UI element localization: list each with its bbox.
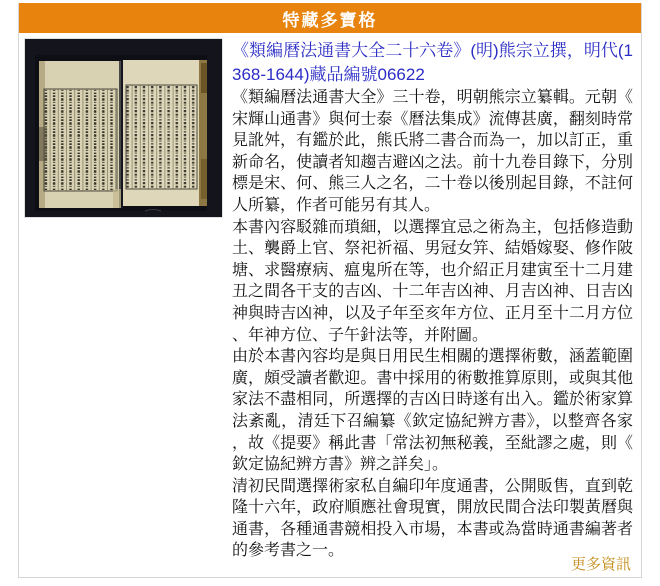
artifact-title: 《類編曆法通書大全二十六卷》(明)熊宗立撰，明代(1368-1644)藏品編號06622 (232, 41, 633, 84)
artifact-paragraph-4: 清初民間選擇術家私自編印年度通書，公開販售，直到乾隆十六年，政府順應社會現實，開放民間合法印製黃曆與通書，各種通書競相投入市場，本書或為當時通書編著者的參考書之一。 (232, 477, 633, 560)
content-box (18, 3, 642, 578)
artifact-text-column (232, 39, 633, 562)
artifact-paragraph-3: 由於本書內容均是與日用民生相關的選擇術數，涵蓋範圍廣，頗受讀者歡迎。書中採用的術數推算原則，或與其他家法不盡相同，所選擇的吉凶日時遂有出入。鑑於術家算法紊亂，清廷下召編纂《欽定協紀辨方書》，以整齊各家，故《提要》稱此書「常法初無秘義，至紕謬之處，則《欽定協紀辨方書》辨之詳矣」。 (232, 348, 633, 474)
book-photo-illustration (25, 39, 222, 217)
section-title: 特藏多寶格 (282, 10, 378, 30)
book-photo (25, 39, 222, 217)
artifact-paragraph-1: 《類編曆法通書大全》三十卷，明朝熊宗立纂輯。元朝《宋輝山通書》與何士泰《曆法集成》流傳甚廣，翻刻時常見訛舛，有鑑於此，熊氏將二書合而為一，加以訂正，重新命名，使讀者知趨吉避凶之法。前十九卷目錄下，分別標是宋、何、熊三人之名，二十卷以後別起目錄，不註何人所纂，作者可能另有其人。 (232, 89, 633, 214)
more-info-link[interactable]: 更多資訊 (570, 556, 631, 573)
section-header (19, 3, 641, 33)
artifact-paragraph-2: 本書內容駁雜而瑣細，以選擇宜忌之術為主，包括修造動土、襲爵上官、祭祀祈福、男冠女笄、結婚嫁娶、修作陂塘、求醫療病、瘟鬼所在等，也介紹正月建寅至十二月建丑之間各干支的吉凶、十二年吉凶神、月吉凶神、日吉凶神與時吉凶神，以及子年至亥年方位、正月至十二月方位、年神方位、子午針法等，并附圖。 (232, 218, 633, 344)
artifact-detail (19, 33, 641, 562)
